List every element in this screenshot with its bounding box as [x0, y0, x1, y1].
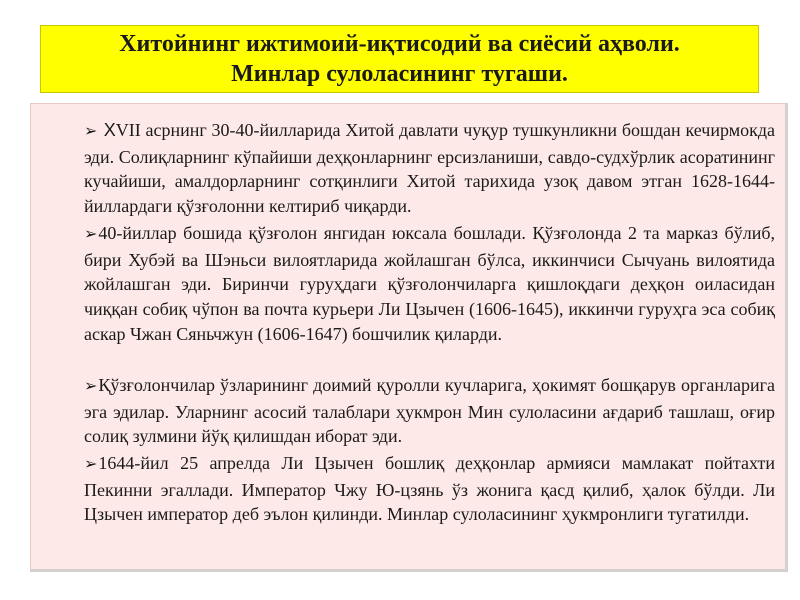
paragraph-4-text: 1644-йил 25 апрелда Ли Цзычен бошлиқ деҳқонлар армияси мамлакат пойтахти Пекинни эгаллади. Император Чжу Ю-цзянь ўз жонига қасд қилиб, ҳалок бўлди. Ли Цзычен император деб эълон қилинди. Минлар сулоласининг ҳукмронлиги тугатилди. [84, 453, 775, 525]
title-line-2: Минлар сулоласининг тугаши. [231, 61, 568, 87]
paragraph-1 [84, 118, 775, 219]
arrow-bullet-icon: ➢ [84, 123, 98, 140]
paragraph-2-text: 40-йиллар бошида қўзғолон янгидан юксала бошлади. Қўзғолонда 2 та марказ бўлиб, бири Хубэй ва Шэньси вилоятларида жойлашган бўлса, иккинчиси Сычуань вилоятида жойлашган эди. Биринчи гуруҳдаги қўзғолончиларга қишлоқдаги деҳқон оиласидан чиққан собиқ чўпон ва почта курьери Ли Цзычен (1606-1645), иккинчи гуруҳга эса собиқ аскар Чжан Сяньчжун (1606-1647) бошчилик қиларди. [84, 223, 775, 344]
content-panel [30, 103, 788, 572]
arrow-bullet-icon: ➢ [84, 456, 98, 473]
arrow-bullet-icon: ➢ [84, 378, 98, 395]
arrow-bullet-icon: ➢ [84, 226, 98, 243]
paragraph-1-lead: X [98, 120, 116, 140]
paragraph-2 [84, 221, 775, 347]
paragraph-4 [84, 451, 775, 527]
title-banner [40, 25, 759, 93]
paragraph-3 [84, 373, 775, 449]
paragraph-1-text: VII асрнинг 30-40-йилларида Хитой давлати чуқур тушкунликни бошдан кечирмокда эди. Солиқларнинг кўпайиши деҳқонларнинг ерсизланиши, савдо-судхўрлик асоратининг кучайиши, амалдорларнинг сотқинлиги Хитой тарихида узоқ давом этган 1628-1644-йиллардаги қўзғолонни келтириб чиқарди. [84, 120, 775, 217]
title-line-1: Хитойнинг ижтимоий-иқтисодий ва сиёсий аҳволи. [119, 31, 680, 57]
paragraph-3-text: Қўзғолончилар ўзларининг доимий қуролли кучларига, ҳокимят бошқарув органларига эга эдилар. Уларнинг асосий талаблари ҳукмрон Мин сулоласини ағдариб ташлаш, оғир солиқ зулмини йўқ қилишдан иборат эди. [84, 375, 775, 447]
